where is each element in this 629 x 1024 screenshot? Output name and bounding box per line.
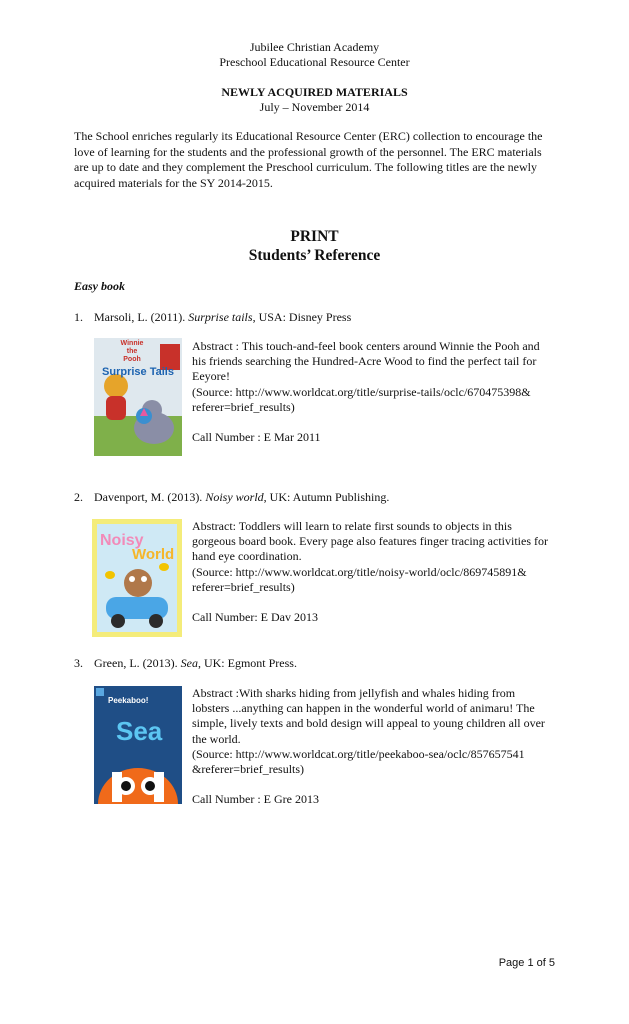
citation-title: Sea [180,656,198,670]
cover-text: Pooh [123,356,141,363]
cover-title: Sea [116,716,163,746]
entry-citation [74,310,351,325]
entry-number: 3. [74,656,83,670]
abstract-text: Abstract :With sharks hiding from jellyfish and whales hiding from lobsters ...anything can happen in the wonderful world of animaru! The simple, lively texts and bold design will appeal to young children all over the world. [192,686,545,746]
intro-paragraph: The School enriches regularly its Educational Resource Center (ERC) collection to encourage the love of learning for the students and the professional growth of the personnel. The ERC materials are up to date and they complement the Preschool curriculum. The following titles are the newly acquired materials for the SY 2014-2015. [74,129,543,191]
call-number: Call Number : E Gre 2013 [192,792,319,806]
entry-abstract [192,686,552,777]
entry-citation [74,490,389,505]
entry-abstract [192,519,552,595]
entry-abstract [192,339,552,415]
entry-number: 2. [74,490,83,504]
source-line: (Source: http://www.worldcat.org/title/noisy-world/oclc/869745891& [192,564,527,579]
citation-publisher: , UK: Autumn Publishing. [263,490,390,504]
cover-text: Peekaboo! [108,696,149,705]
cover-title: World [132,546,175,563]
abstract-text: Abstract: Toddlers will learn to relate first sounds to objects in this gorgeous board book. Every page also features finger tracing activities for hand eye coordination. [192,519,548,564]
book-cover-surprise-tails [94,338,182,456]
source-line: (Source: http://www.worldcat.org/title/peekaboo-sea/oclc/857657541 [192,746,525,761]
entry-number: 1. [74,310,83,324]
citation-publisher: , UK: Egmont Press. [197,656,297,670]
source-line: referer=brief_results) [192,579,295,594]
category-heading: Easy book [74,279,125,293]
call-number: Call Number: E Dav 2013 [192,610,318,624]
section-title: PRINT [290,228,339,245]
source-line: referer=brief_results) [192,399,295,414]
citation-author: Green, L. (2013). [94,656,181,670]
cover-text: Winnie [120,340,144,347]
citation-publisher: , USA: Disney Press [252,310,352,324]
book-cover-noisy-world [92,519,182,637]
book-cover-sea [94,686,182,804]
entry-citation [74,656,297,671]
section-subtitle: Students’ Reference [248,247,381,264]
source-line: (Source: http://www.worldcat.org/title/surprise-tails/oclc/670475398& [192,384,531,399]
period: July – November 2014 [259,100,370,114]
document-title: NEWLY ACQUIRED MATERIALS [221,85,408,99]
call-number: Call Number : E Mar 2011 [192,430,321,444]
center-name: Preschool Educational Resource Center [219,55,410,69]
source-line: &referer=brief_results) [192,762,305,777]
citation-author: Davenport, M. (2013). [94,490,206,504]
citation-title: Surprise tails [188,310,253,324]
citation-title: Noisy world [205,490,264,504]
abstract-text: Abstract : This touch-and-feel book centers around Winnie the Pooh and his friends searching the Hundred-Acre Wood to find the perfect tail for Eeyore! [192,339,540,384]
school-name: Jubilee Christian Academy [249,40,380,54]
citation-author: Marsoli, L. (2011). [94,310,189,324]
cover-text: the [126,348,138,355]
cover-title: Noisy [100,532,144,549]
cover-title: Surprise Tails [102,366,174,378]
page-number: Page 1 of 5 [498,957,555,969]
